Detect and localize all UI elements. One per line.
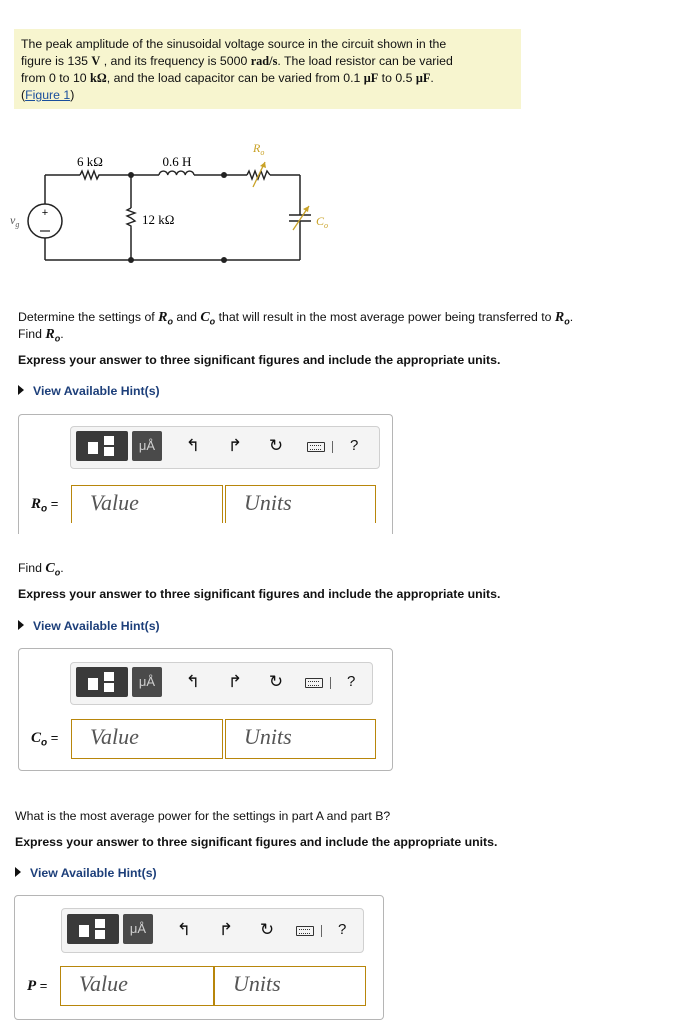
template-block-icon <box>95 919 105 928</box>
ro-units-input[interactable]: Units <box>225 485 376 523</box>
template-block-icon <box>104 672 114 681</box>
template-block-icon <box>88 442 98 454</box>
redo-icon[interactable]: ↱ <box>227 436 243 455</box>
node-top <box>128 172 134 178</box>
undo-icon[interactable]: ↰ <box>185 436 201 455</box>
templates-button[interactable] <box>76 667 128 697</box>
redo-icon[interactable]: ↱ <box>218 920 234 939</box>
part-a-find: Find $R_o$. <box>18 327 64 344</box>
expand-triangle-icon <box>18 620 24 630</box>
problem-line-4: (Figure 1) <box>21 88 75 102</box>
keyboard-icon[interactable] <box>307 442 325 452</box>
template-block-icon <box>104 436 114 445</box>
part-c-hint-toggle[interactable]: View Available Hint(s) <box>15 866 157 880</box>
expand-triangle-icon <box>18 385 24 395</box>
node-bottom-right <box>221 257 227 263</box>
label-vg: $v_g$ <box>10 213 20 229</box>
resistor-6k <box>80 171 101 179</box>
help-icon[interactable]: ? <box>338 921 347 938</box>
problem-line-2: figure is 135 V , and its frequency is 5000 rad/s. The load resistor can be varied <box>21 54 453 68</box>
part-b-toolbar <box>70 662 373 705</box>
template-block-icon <box>104 447 114 456</box>
node-top-right <box>221 172 227 178</box>
p-units-input[interactable]: Units <box>214 966 366 1006</box>
keyboard-icon[interactable] <box>305 678 323 688</box>
problem-statement <box>14 29 521 109</box>
problem-line-3: from 0 to 10 kΩ, and the load capacitor can be varied from 0.1 μF to 0.5 μF. <box>21 71 434 85</box>
source-plus-sign: + <box>41 207 49 219</box>
units-button[interactable]: μÅ <box>132 667 162 697</box>
reset-icon[interactable]: ↻ <box>268 436 284 455</box>
template-block-icon <box>88 678 98 690</box>
p-label: P = <box>27 978 48 994</box>
part-c-instruction: Express your answer to three significant figures and include the appropriate units. <box>15 835 498 849</box>
units-button[interactable]: μÅ <box>132 431 162 461</box>
node-bottom-mid <box>128 257 134 263</box>
part-c-answer-panel <box>14 895 384 1020</box>
label-0.6h: 0.6 H <box>162 154 192 169</box>
templates-button[interactable] <box>76 431 128 461</box>
ro-value-input[interactable]: Value <box>71 485 223 523</box>
toolbar-separator <box>332 441 333 453</box>
help-icon[interactable]: ? <box>347 673 356 690</box>
figure-link[interactable]: Figure 1 <box>25 88 71 102</box>
part-a-instruction: Express your answer to three significant figures and include the appropriate units. <box>18 353 501 367</box>
part-c-question: What is the most average power for the settings in part A and part B? <box>15 809 391 823</box>
p-value-input[interactable]: Value <box>60 966 214 1006</box>
reset-icon[interactable]: ↻ <box>268 672 284 691</box>
keyboard-icon[interactable] <box>296 926 314 936</box>
circuit-diagram <box>0 130 360 270</box>
undo-icon[interactable]: ↰ <box>185 672 201 691</box>
ro-label: $R_o$ = <box>31 496 59 515</box>
template-block-icon <box>79 925 89 937</box>
label-6k: 6 kΩ <box>77 154 103 169</box>
template-block-icon <box>104 683 114 692</box>
help-icon[interactable]: ? <box>350 437 359 454</box>
templates-button[interactable] <box>67 914 119 944</box>
co-value-input[interactable]: Value <box>71 719 223 759</box>
part-a-toolbar <box>70 426 380 469</box>
part-c-toolbar <box>61 908 364 953</box>
template-block-icon <box>95 930 105 939</box>
part-b-hint-toggle[interactable]: View Available Hint(s) <box>18 619 160 633</box>
toolbar-separator <box>330 677 331 689</box>
inductor-0.6h <box>159 171 194 175</box>
problem-line-1: The peak amplitude of the sinusoidal voltage source in the circuit shown in the <box>21 37 447 51</box>
label-ro: $R_o$ <box>253 141 265 157</box>
co-label: $C_o$ = <box>31 730 59 749</box>
part-a-hint-toggle[interactable]: View Available Hint(s) <box>18 384 160 398</box>
expand-triangle-icon <box>15 867 21 877</box>
units-button[interactable]: μÅ <box>123 914 153 944</box>
co-units-input[interactable]: Units <box>225 719 376 759</box>
label-co: $C_o$ <box>316 214 329 230</box>
part-b-instruction: Express your answer to three significant figures and include the appropriate units. <box>18 587 501 601</box>
toolbar-separator <box>321 925 322 937</box>
resistor-12k <box>127 208 135 228</box>
redo-icon[interactable]: ↱ <box>227 672 243 691</box>
part-b-find: Find $C_o$. <box>18 561 64 578</box>
undo-icon[interactable]: ↰ <box>176 920 192 939</box>
label-12k: 12 kΩ <box>142 212 175 227</box>
part-a-answer-panel <box>18 414 393 534</box>
part-a-question: Determine the settings of $R_o$ and $C_o$ that will result in the most average power being transferred to $R_o$. <box>18 310 574 327</box>
reset-icon[interactable]: ↻ <box>259 920 275 939</box>
part-b-answer-panel <box>18 648 393 771</box>
